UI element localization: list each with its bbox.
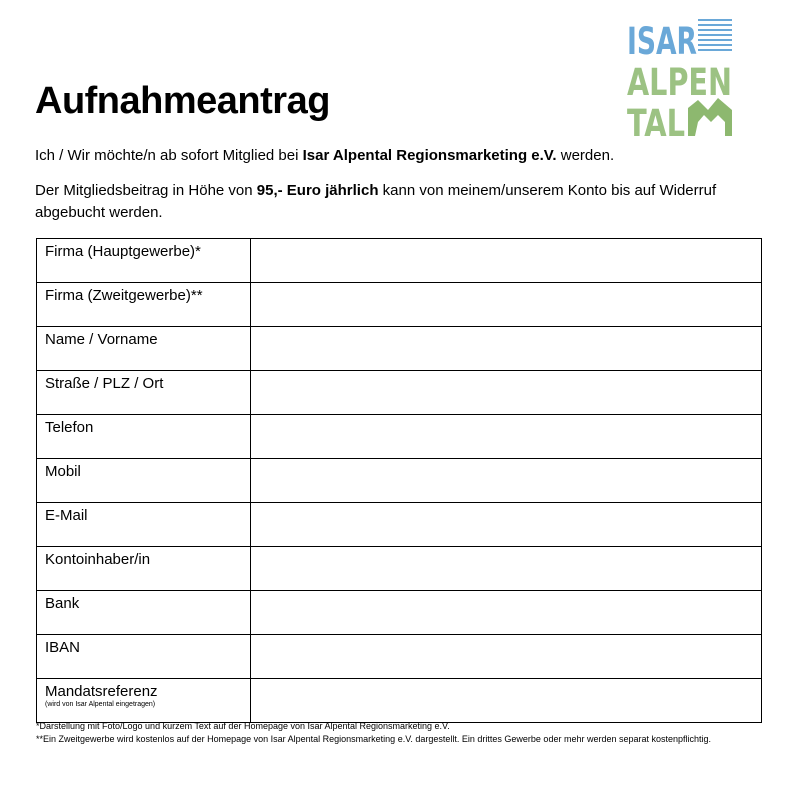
label-address: Straße / PLZ / Ort xyxy=(37,371,251,415)
field-email[interactable] xyxy=(251,503,762,547)
form-row-firma-haupt xyxy=(37,239,762,283)
label-email: E-Mail xyxy=(37,503,251,547)
label-mandate-note: (wird von Isar Alpental eingetragen) xyxy=(45,701,156,708)
page-title: Aufnahmeantrag xyxy=(35,80,330,122)
form-row-bank xyxy=(37,591,762,635)
label-phone: Telefon xyxy=(37,415,251,459)
footnote-2: **Ein Zweitgewerbe wird kostenlos auf der Homepage von Isar Alpental Regionsmarketing e.V. dargestellt. Ein drittes Gewerbe oder mehr werden separat kostenpflichtig. xyxy=(36,734,712,744)
label-name: Name / Vorname xyxy=(37,327,251,371)
form-row-account-holder xyxy=(37,547,762,591)
field-name[interactable] xyxy=(251,327,762,371)
fee-statement: Der Mitgliedsbeitrag in Höhe von 95,- Euro jährlich kann von meinem/unserem Konto bis auf Widerruf abgebucht werden. xyxy=(35,182,717,221)
footnote-1: *Darstellung mit Foto/Logo und kurzem Text auf der Homepage von Isar Alpental Regionsmarketing e.V. xyxy=(36,721,450,731)
label-mobile: Mobil xyxy=(37,459,251,503)
isar-alpental-logo xyxy=(626,14,734,145)
label-firma-zweit: Firma (Zweitgewerbe)** xyxy=(37,283,251,327)
label-mandate-text: Mandatsreferenz xyxy=(45,683,158,700)
form-row-mandate xyxy=(37,679,762,723)
label-iban: IBAN xyxy=(37,635,251,679)
label-firma-haupt: Firma (Hauptgewerbe)* xyxy=(37,239,251,283)
label-account-holder: Kontoinhaber/in xyxy=(37,547,251,591)
field-account-holder[interactable] xyxy=(251,547,762,591)
field-iban[interactable] xyxy=(251,635,762,679)
field-firma-haupt[interactable] xyxy=(251,239,762,283)
organization-name: Isar Alpental Regionsmarketing e.V. xyxy=(302,147,557,164)
form-row-iban xyxy=(37,635,762,679)
application-form xyxy=(36,238,762,723)
logo-line-3: TAL xyxy=(627,102,685,145)
label-mandate xyxy=(37,679,251,723)
logo-line-1: ISAR xyxy=(627,20,697,63)
field-mandate[interactable] xyxy=(251,679,762,723)
fee-amount: 95,- Euro jährlich xyxy=(256,182,379,199)
form-row-address xyxy=(37,371,762,415)
logo-line-2: ALPEN xyxy=(627,61,732,104)
footnotes xyxy=(36,720,760,746)
field-address[interactable] xyxy=(251,371,762,415)
logo-stripes-icon xyxy=(698,19,732,51)
form-row-name xyxy=(37,327,762,371)
form-row-phone xyxy=(37,415,762,459)
form-row-firma-zweit xyxy=(37,283,762,327)
label-bank: Bank xyxy=(37,591,251,635)
form-row-mobile xyxy=(37,459,762,503)
field-firma-zweit[interactable] xyxy=(251,283,762,327)
form-row-email xyxy=(37,503,762,547)
field-bank[interactable] xyxy=(251,591,762,635)
field-mobile[interactable] xyxy=(251,459,762,503)
field-phone[interactable] xyxy=(251,415,762,459)
membership-statement: Ich / Wir möchte/n ab sofort Mitglied bei Isar Alpental Regionsmarketing e.V. werden. xyxy=(35,147,615,164)
